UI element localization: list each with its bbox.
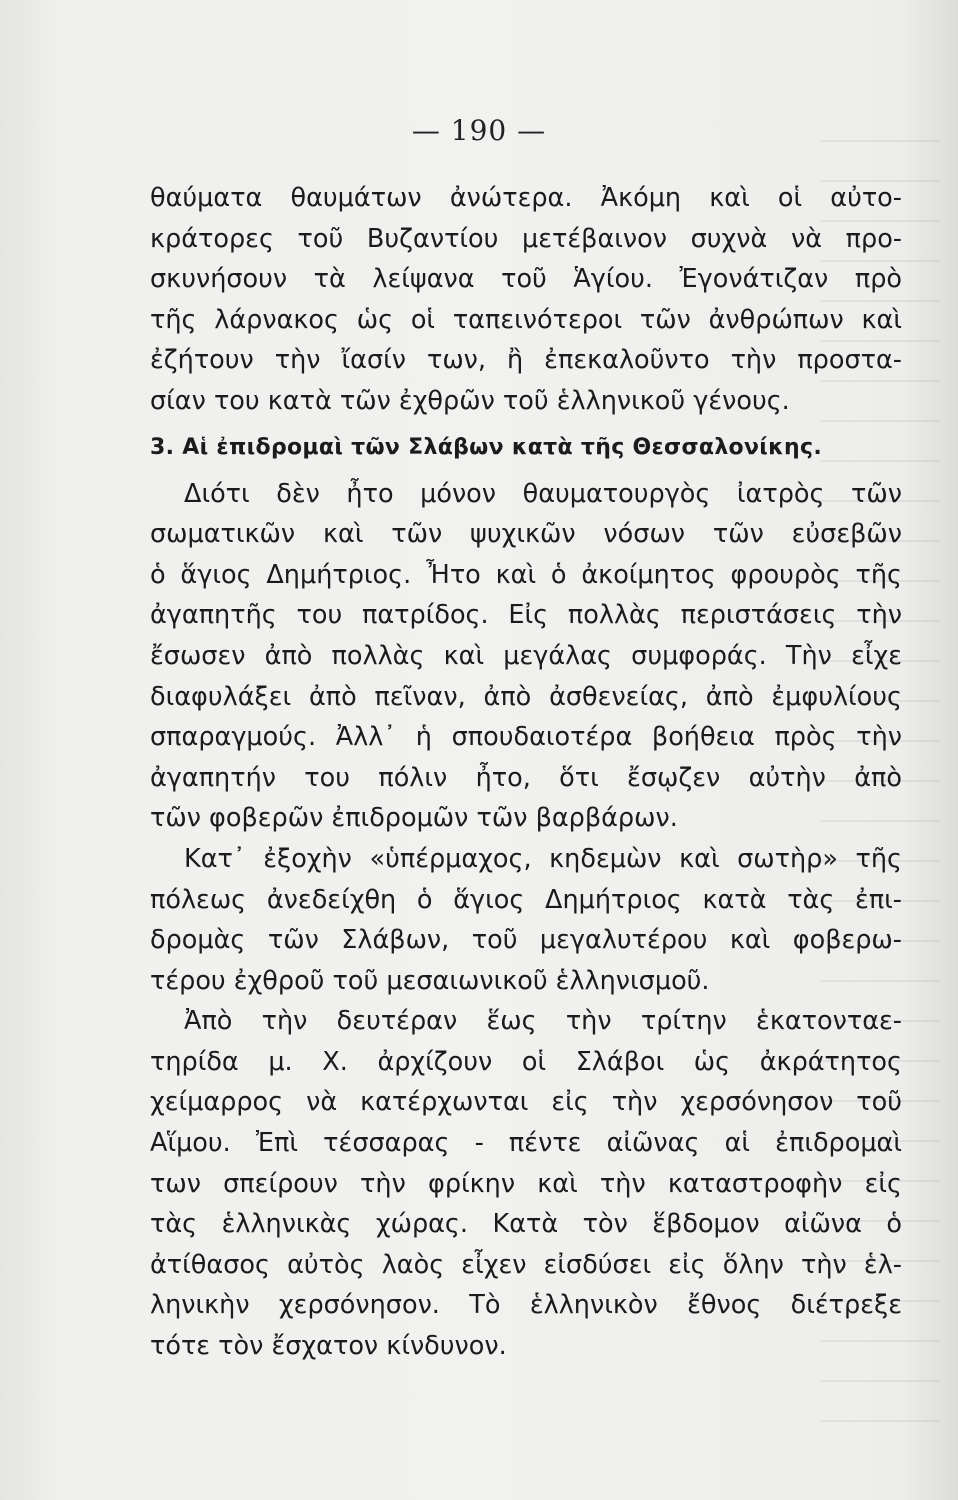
text-line: διαφυλάξει ἀπὸ πεῖναν, ἀπὸ ἀσθενείας, ἀπὸ ἐμφυλίους — [150, 681, 902, 712]
text-line: των σπείρουν τὴν φρίκην καὶ τὴν καταστροφὴν εἰς — [150, 1168, 902, 1199]
text-line: δρομὰς τῶν Σλάβων, τοῦ μεγαλυτέρου καὶ φοβερω- — [150, 925, 902, 956]
text-line: κράτορες τοῦ Βυζαντίου μετέβαινον συχνὰ νὰ προ- — [150, 223, 902, 254]
section-title: Αἱ ἐπιδρομαὶ τῶν Σλάβων κατὰ τῆς Θεσσαλονίκης. — [182, 434, 823, 460]
text-line: Διότι δὲν ἦτο μόνον θαυματουργὸς ἰατρὸς τῶν — [184, 478, 902, 509]
text-line: σπαραγμούς. Ἀλλ᾿ ἡ σπουδαιοτέρα βοήθεια πρὸς τὴν — [150, 722, 902, 753]
text-line: ἐζήτουν τὴν ἴασίν των, ἢ ἐπεκαλοῦντο τὴν προστα- — [150, 345, 902, 376]
text-line: ἀγαπητῆς του πατρίδος. Εἰς πολλὰς περιστάσεις τὴν — [150, 600, 902, 631]
text-line: τὰς ἑλληνικὰς χώρας. Κατὰ τὸν ἕβδομον αἰῶνα ὁ — [150, 1209, 902, 1240]
paragraph — [150, 178, 902, 422]
page-number: — 190 — — [411, 114, 547, 147]
text-line: χείμαρρος νὰ κατέρχωνται εἰς τὴν χερσόνησον τοῦ — [150, 1087, 902, 1118]
text-line: ἀτίθασος αὐτὸς λαὸς εἶχεν εἰσδύσει εἰς ὅλην τὴν ἑλ- — [150, 1249, 902, 1280]
section-heading — [150, 426, 902, 470]
text-line: Ἀπὸ τὴν δευτέραν ἕως τὴν τρίτην ἑκατονταε- — [184, 1006, 902, 1037]
text-line: Αἵμου. Ἐπὶ τέσσαρας - πέντε αἰῶνας αἱ ἐπιδρομαὶ — [150, 1128, 902, 1159]
paragraph — [150, 1001, 902, 1366]
text-line: σίαν του κατὰ τῶν ἐχθρῶν τοῦ ἑλληνικοῦ γένους. — [150, 385, 790, 416]
paragraph — [150, 839, 902, 1001]
section-number: 3. — [150, 434, 175, 460]
text-line: τότε τὸν ἔσχατον κίνδυνον. — [150, 1331, 507, 1362]
text-line: σκυνήσουν τὰ λείψανα τοῦ Ἁγίου. Ἐγονάτιζαν πρὸ — [150, 264, 902, 295]
text-line: ἀγαπητήν του πόλιν ἦτο, ὅτι ἔσῳζεν αὐτὴν ἀπὸ — [150, 762, 902, 793]
text-line: τηρίδα μ. Χ. ἀρχίζουν οἱ Σλάβοι ὡς ἀκράτητος — [150, 1046, 902, 1077]
body-text — [150, 178, 902, 1367]
text-line: πόλεως ἀνεδείχθη ὁ ἅγιος Δημήτριος κατὰ τὰς ἐπι- — [150, 884, 902, 915]
text-line: τῆς λάρνακος ὡς οἱ ταπεινότεροι τῶν ἀνθρώπων καὶ — [150, 304, 902, 335]
text-line: τέρου ἐχθροῦ τοῦ μεσαιωνικοῦ ἑλληνισμοῦ. — [150, 965, 710, 996]
text-line: ὁ ἅγιος Δημήτριος. Ἦτο καὶ ὁ ἀκοίμητος φρουρὸς τῆς — [150, 559, 902, 590]
paragraph — [150, 474, 902, 839]
text-line: ληνικὴν χερσόνησον. Τὸ ἑλληνικὸν ἔθνος διέτρεξε — [150, 1290, 902, 1321]
text-line: ἔσωσεν ἀπὸ πολλὰς καὶ μεγάλας συμφοράς. Τὴν εἶχε — [150, 640, 902, 671]
text-line: σωματικῶν καὶ τῶν ψυχικῶν νόσων τῶν εὐσεβῶν — [150, 519, 902, 550]
text-line: Κατ᾿ ἐξοχὴν «ὑπέρμαχος, κηδεμὼν καὶ σωτὴρ» τῆς — [184, 843, 902, 874]
text-line: θαύματα θαυμάτων ἀνώτερα. Ἀκόμη καὶ οἱ αὐτο- — [150, 183, 902, 213]
text-line: τῶν φοβερῶν ἐπιδρομῶν τῶν βαρβάρων. — [150, 803, 678, 834]
